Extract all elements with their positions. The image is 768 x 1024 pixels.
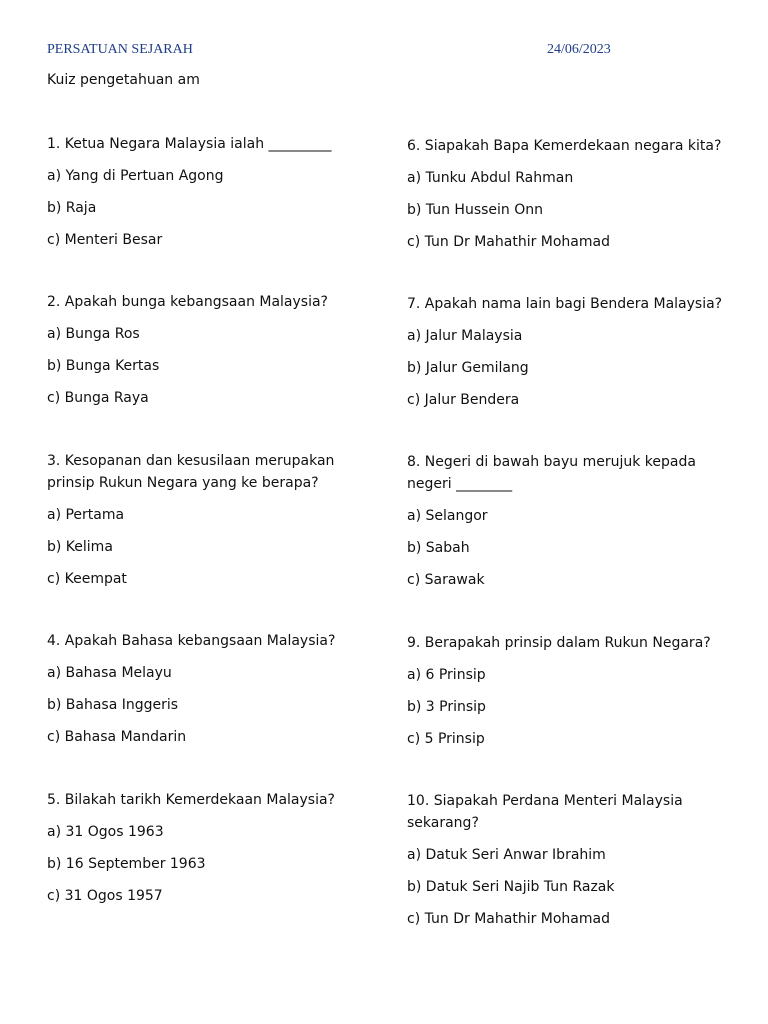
answer-option: a) 6 Prinsip [407, 667, 486, 683]
answer-option: c) Keempat [47, 571, 127, 587]
answer-option: a) Yang di Pertuan Agong [47, 168, 224, 184]
answer-option: a) Pertama [47, 507, 125, 523]
document-date: 24/06/2023 [547, 42, 611, 57]
answer-option: a) Datuk Seri Anwar Ibrahim [407, 847, 606, 863]
answer-option: b) Tun Hussein Onn [407, 202, 544, 218]
answer-option: c) 31 Ogos 1957 [47, 888, 163, 904]
answer-option: b) Sabah [407, 540, 470, 556]
question-9 [407, 632, 737, 750]
answer-option: b) Raja [47, 200, 97, 216]
answer-option: a) Tunku Abdul Rahman [407, 170, 574, 186]
answer-option: b) Bunga Kertas [47, 358, 160, 374]
answer-option: b) Datuk Seri Najib Tun Razak [407, 879, 615, 895]
answer-option: b) Jalur Gemilang [407, 360, 529, 376]
organization-name: PERSATUAN SEJARAH [47, 42, 193, 57]
answer-option: b) 16 September 1963 [47, 856, 206, 872]
answer-option: c) Bahasa Mandarin [47, 729, 187, 745]
question-3 [47, 450, 367, 590]
answer-option: c) Jalur Bendera [407, 392, 520, 408]
question-stem: 6. Siapakah Bapa Kemerdekaan negara kita? [407, 138, 722, 154]
question-stem: 7. Apakah nama lain bagi Bendera Malaysia? [407, 296, 723, 312]
question-6 [407, 135, 737, 253]
question-2 [47, 291, 367, 409]
answer-option: c) Tun Dr Mahathir Mohamad [407, 911, 610, 927]
question-4 [47, 630, 367, 748]
answer-option: c) 5 Prinsip [407, 731, 485, 747]
question-stem: 3. Kesopanan dan kesusilaan merupakan prinsip Rukun Negara yang ke berapa? [47, 453, 335, 491]
question-stem: 10. Siapakah Perdana Menteri Malaysia sekarang? [407, 793, 683, 831]
question-10 [407, 790, 737, 930]
question-stem: 8. Negeri di bawah bayu merujuk kepada negeri ________ [407, 454, 696, 492]
answer-option: b) Kelima [47, 539, 113, 555]
answer-option: a) Jalur Malaysia [407, 328, 523, 344]
question-stem: 1. Ketua Negara Malaysia ialah _________ [47, 136, 332, 152]
document-header [47, 42, 618, 62]
answer-option: b) Bahasa Inggeris [47, 697, 179, 713]
answer-option: a) Bunga Ros [47, 326, 140, 342]
answer-option: a) Selangor [407, 508, 488, 524]
quiz-title: Kuiz pengetahuan am [47, 72, 200, 88]
answer-option: b) 3 Prinsip [407, 699, 486, 715]
question-5 [47, 789, 367, 907]
question-8 [407, 451, 737, 591]
answer-option: a) Bahasa Melayu [47, 665, 172, 681]
question-stem: 2. Apakah bunga kebangsaan Malaysia? [47, 294, 328, 310]
answer-option: a) 31 Ogos 1963 [47, 824, 164, 840]
question-7 [407, 293, 737, 411]
question-stem: 4. Apakah Bahasa kebangsaan Malaysia? [47, 633, 336, 649]
question-stem: 5. Bilakah tarikh Kemerdekaan Malaysia? [47, 792, 335, 808]
answer-option: c) Sarawak [407, 572, 485, 588]
question-stem: 9. Berapakah prinsip dalam Rukun Negara? [407, 635, 711, 651]
answer-option: c) Menteri Besar [47, 232, 163, 248]
question-1 [47, 133, 367, 251]
answer-option: c) Tun Dr Mahathir Mohamad [407, 234, 610, 250]
answer-option: c) Bunga Raya [47, 390, 149, 406]
